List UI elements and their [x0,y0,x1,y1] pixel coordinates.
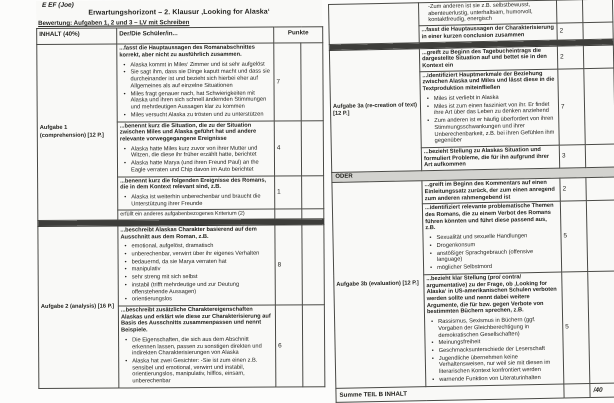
bullet-item: • Alaska hatte Marya (und ihren Freund Paul) an the Eagle verraten und Chip davon im Auto berichtet [124,160,272,174]
header-punkte: Punkte [274,27,323,44]
criterion-cell [118,305,275,388]
rubric-table-right [328,0,614,403]
bullet-list [119,61,271,119]
summary-points-empty-cell [564,383,590,398]
criterion-intro: ...fasst die Hauptaussagen des Romanabschnittes korrekt, aber nicht zu ausführlich zusammen. [119,44,255,59]
points-earned-cell [586,200,614,271]
criterion-cell [419,46,557,72]
bullet-item: • orientierungslos [125,296,273,304]
criterion-cell [117,121,274,177]
bullet-list [427,317,561,384]
bullet-item: • unberechenbar, verwirrt über ihr eigenes Verhalten [125,250,273,258]
criterion-cell [424,272,564,386]
criterion-cell [118,176,275,211]
bullet-item: • manipulativ [125,266,273,274]
criterion-intro: ...identifiziert relevante problematische Themen des Romans, die zu einem Verbot des Romans führen könnten und führt diese passend aus, z.B. [424,203,554,232]
points-value: 3 [559,145,585,169]
task3b-label: Aufgabe 3b (evaluation) [12 P.] [332,181,426,388]
table-row [38,225,325,307]
criterion-continuation: -Zum anderen ist sie z.B. selbstbewusst, abenteuerlustig, unterhaltsam, humorvoll, kontaktfreudig, energisch [428,2,533,24]
criterion-cell [418,0,556,26]
points-earned-cell [586,177,614,201]
points-earned-cell [585,144,614,168]
bullet-item: • Alaska kommt in Miles‘ Zimmer und ist sehr aufgelöst [123,61,271,69]
points-earned-cell [302,225,325,305]
header-inhalt: INHALT (40%) [37,28,117,45]
bullet-item: • Alaska ist weiterhin unberechenbar und braucht die Unterstützung ihrer Freunde [124,194,272,208]
bullet-item: • Jugendliche übernehmen keine Verhaltensweisen, nur weil sie mit diesen im literarischen Kontext konfrontiert werden [432,353,561,376]
points-value: 6 [275,305,302,387]
bullet-item: • Miles ist zum einen fasziniert von ihr. Er findet ihre Art über das Leben zu denken anziehend [427,101,556,117]
criterion-cell [421,145,559,171]
points-value [556,0,582,23]
rubric-table-left [36,26,325,389]
task1-label: Aufgabe 1 (comprehension) [12 P.] [37,44,118,220]
points-value: 7 [274,43,301,120]
criterion-intro: ...benennt kurz die folgenden Ereignisse des Romans, die in dem Kontext relevant sind, z.B. [120,177,267,191]
bullet-item: • anstößiger Sprachgebrauch (offensive language) [430,248,559,264]
points-earned-cell [582,0,612,23]
bullet-item: • Geschmacksunterschiede der Leserschaft [432,346,561,355]
bullet-item: • instabil (trifft mehrdeutige und zur Deutung offenstehende Aussagen) [125,281,273,295]
bullet-item: • emotional, aufgelöst, dramatisch [124,243,272,251]
criterion-cell [422,178,560,204]
bullet-list [423,94,557,146]
bullet-item: • warnende Funktion von Literaturinhalten [432,374,561,383]
points-earned-cell [301,120,323,175]
scanned-page-left [36,0,324,389]
bullet-item: • Miles ist verliebt in Alaska [427,94,556,103]
criterion-intro: ...beschreibt zusätzliche Charaktereigenschaften Alaskas und erklärt wie diese zur Charakterisierung auf Basis des Ausschnitts zusammenpassen und nennt Beispiele. [120,306,271,334]
task3a-label: Aufgabe 3a (re-creation of text) [12 P.] [329,48,421,172]
criterion-cell [420,69,559,148]
criterion-intro: ...beschreibt Alaskas Charakter basierend auf dem Ausschnitt aus dem Roman, z.B. [120,226,257,240]
task2-label-continued [329,3,420,44]
bullet-list [120,194,272,208]
points-earned-cell [302,209,324,219]
other-criterion-text: erfüllt ein anderes aufgabenbezogenes Kriterium (2) [118,209,275,219]
criterion-intro: ...bezieht Stellung zu Alaskas Situation und formuliert Probleme, die für ihn aufgrund ihrer Art aufkommen [423,146,550,169]
points-value [275,209,302,219]
scanned-page-right [328,0,614,403]
points-earned-cell [588,271,614,383]
bullet-item: • Miles fragt genauer nach, hat Schwierigkeiten mit Alaska und ihren sich schnell ändernden Stimmungen und mehrdeutigen Aussagen klar zu kommen [124,90,272,111]
points-earned-cell [301,43,323,120]
points-earned-cell [583,22,613,39]
criterion-intro: ...identifiziert Hauptmerkmale der Beziehung zwischen Alaska und Miles und lässt diese in die Textproduktion miteinfließen [422,70,555,93]
points-earned-cell [302,305,325,387]
task2-label: Aufgabe 2 (analysis) [16 P.] [38,226,119,389]
points-earned-cell [302,175,324,209]
bullet-item: • Sie sagt ihm, dass sie Dinge kaputt macht und dass sie durcheinander ist und bezieht sich hierbei eher auf Allgemeines als auf einzelne Situationen [123,69,271,90]
criterion-intro: ...fasst die Hauptaussagen der Charakterisierung in einer kurzen conclusion zusammen [421,24,554,41]
points-value: 1 [275,175,302,209]
header-schueler: Der/Die Schüler/in... [117,27,274,44]
points-value: 5 [560,201,587,272]
handwritten-note: E EF (Joe) [42,1,74,9]
criterion-cell [422,201,561,274]
table-header-row [37,27,323,45]
points-value: 2 [557,45,583,69]
bullet-item: • Rassismus, Sexismus in Büchern (ggf. Vorgaben der Gleichberechtigung in demokratischen Gesellschaften) [431,317,560,340]
criterion-intro: ...benennt kurz die Situation, die zu der Situation zwischen Miles und Alaska geführt hat und andere relevante vorweggegangene Ereignisse [119,122,257,143]
bullet-item: • Zum anderen ist er häufig überfordert von ihren Stimmungsschwankungen und ihrer Unberechenbarkeit, z.B. bei ihren Gefühlen ihm gegenüber [427,116,556,145]
document-subtitle: Bewertung: Aufgaben 1, 2 und 3 – LV mit Schreiben [38,19,190,27]
bullet-item: • sehr streng mit sich selbst [125,274,273,282]
points-value: 2 [557,23,583,40]
bullet-item: • bedauernd, da sie Marya verraten hat [125,258,273,266]
bullet-list [120,243,272,304]
bullet-item: • Miles versucht Alaska zu trösten und zu unterstützen [124,111,272,119]
bullet-list [121,336,273,385]
points-value: 2 [560,178,586,202]
bullet-item: • möglicher Selbstmord [430,263,559,272]
points-value: 4 [274,120,301,175]
criterion-intro: ...greift im Beginn des Kommentars auf einen Einleitungssatz zurück, der zum einen anregend zum anderen rahmengebend ist [424,180,555,202]
points-value: 7 [558,68,585,145]
bullet-item: • Sexualität und sexuelle Handlungen [429,233,558,242]
bullet-item: • Drogenkonsum [430,241,559,250]
bullet-item: • Die Eigenschaften, die sich aus dem Abschnitt erkennen lassen, passen zu sonstigen direkten und indirekten Charakterisierungen von Alaska [125,336,273,357]
document-title: Erwartungshorizont – 2. Klausur ‚Looking for Alaska‘ [88,8,270,17]
points-earned-cell [583,45,613,69]
criterion-cell [117,43,274,121]
criterion-cell [118,225,275,306]
points-earned-cell [584,68,614,145]
bullet-item: • Alaska hatte Miles kurz zuvor von ihrer Mutter und Witzen, die diese ihr früher erzählt hatte, berichtet [124,145,272,159]
oder-label: ODER [332,167,614,183]
summary-total-points: /40 [590,383,614,398]
bullet-item: • Alaska hat zwei Gesichter: -Sie ist zum einen z.B. sensibel und emotional, verwirrt und instabil, orientierungslos, manipulativ, hilflos, einsam, unberechenbar [125,358,273,386]
points-value: 8 [275,225,302,305]
points-value: 5 [562,271,590,383]
criterion-intro: ...bezieht klar Stellung (pro/ contra/ argumentative) zu der Frage, ob ‚Looking for Alaska‘ in US-amerikanischen Schulen verboten werden sollte und nennt dabei weitere Argumente, die für bzw. gegen Verbote von bestimmten Büchern sprechen, z.B. [426,274,557,316]
criterion-intro: ...greift zu Beginn des Tagebucheintrags die dargestellte Situation auf und bettet sie in den Kontext ein [421,47,547,70]
bullet-list [425,233,559,272]
table-row [37,43,323,122]
bullet-item: • Meinungsfreiheit [431,338,560,347]
bullet-list [120,145,272,174]
summary-label: Summe TEIL B INHALT [336,384,564,403]
